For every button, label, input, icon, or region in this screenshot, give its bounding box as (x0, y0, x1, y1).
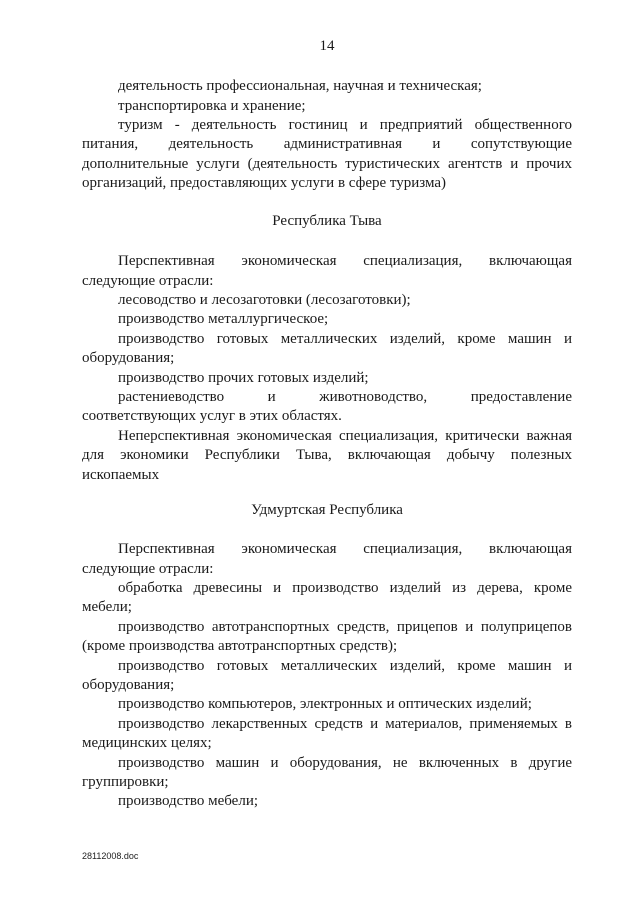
intro-list (82, 77, 572, 193)
paragraph-line: транспортировка и хранение; (118, 97, 306, 114)
paragraph-line: растениеводство и животноводство, предоставление (118, 389, 572, 406)
paragraph (82, 252, 572, 291)
paragraph-line: оборудования; (82, 677, 175, 694)
paragraph-line: производство готовых металлических изделий, кроме машин и (118, 657, 572, 674)
paragraph (82, 792, 572, 811)
paragraph (82, 330, 572, 369)
paragraph-line: производство машин и оборудования, не включенных в другие (118, 754, 572, 771)
paragraph (82, 657, 572, 696)
section-body-udmurtia (82, 540, 572, 811)
paragraph-line: обработка древесины и производство изделий из дерева, кроме (118, 580, 572, 597)
paragraph (82, 388, 572, 427)
paragraph-line: Неперспективная экономическая специализация, критически важная (118, 427, 572, 444)
paragraph (82, 579, 572, 618)
paragraph-line: лесоводство и лесозаготовки (лесозаготовки); (118, 292, 411, 309)
paragraph-line: Перспективная экономическая специализация, включающая (118, 541, 572, 558)
paragraph-line: следующие отрасли: (82, 272, 214, 289)
paragraph-line: производство компьютеров, электронных и оптических изделий; (118, 696, 532, 713)
paragraph-line: оборудования; (82, 350, 175, 367)
paragraph-line: производство лекарственных средств и материалов, применяемых в (118, 715, 572, 732)
paragraph-line: организаций, предоставляющих услуги в сфере туризма) (82, 175, 447, 192)
paragraph (82, 695, 572, 714)
paragraph (82, 427, 572, 485)
paragraph-line: питания, деятельность административная и сопутствующие (82, 136, 572, 153)
footer-file-name: 28112008.doc (82, 851, 139, 861)
paragraph-line: производство прочих готовых изделий; (118, 369, 369, 386)
paragraph-line: деятельность профессиональная, научная и техническая; (118, 78, 482, 95)
paragraph (82, 369, 572, 388)
paragraph (82, 715, 572, 754)
section-body-tyva (82, 252, 572, 485)
paragraph (82, 618, 572, 657)
paragraph-line: медицинских целях; (82, 735, 212, 752)
paragraph-line: группировки; (82, 773, 169, 790)
paragraph (82, 540, 572, 579)
paragraph-line: мебели; (82, 599, 132, 616)
paragraph-line: производство готовых металлических изделий, кроме машин и (118, 330, 572, 347)
page-number: 14 (319, 38, 335, 54)
paragraph (82, 291, 572, 310)
paragraph (82, 77, 572, 96)
paragraph-line: дополнительные услуги (деятельность туристических агентств и прочих (82, 155, 572, 172)
paragraph-line: производство металлургическое; (118, 311, 329, 328)
paragraph-line: следующие отрасли: (82, 560, 214, 577)
paragraph-line: производство автотранспортных средств, прицепов и полуприцепов (118, 618, 572, 635)
paragraph-line: соответствующих услуг в этих областях. (82, 408, 342, 425)
section-heading-udmurtia: Удмуртская Республика (251, 502, 403, 519)
paragraph-line: (кроме производства автотранспортных средств); (82, 638, 398, 655)
section-heading-tyva: Республика Тыва (272, 213, 382, 230)
paragraph-line: производство мебели; (118, 793, 259, 810)
paragraph (82, 97, 572, 116)
paragraph-line: туризм - деятельность гостиниц и предприятий общественного (118, 117, 572, 134)
paragraph (82, 116, 572, 194)
paragraph-line: ископаемых (82, 466, 160, 483)
paragraph-line: Перспективная экономическая специализация, включающая (118, 253, 572, 270)
paragraph-line: для экономики Республики Тыва, включающая добычу полезных (82, 447, 572, 464)
paragraph (82, 754, 572, 793)
paragraph (82, 310, 572, 329)
